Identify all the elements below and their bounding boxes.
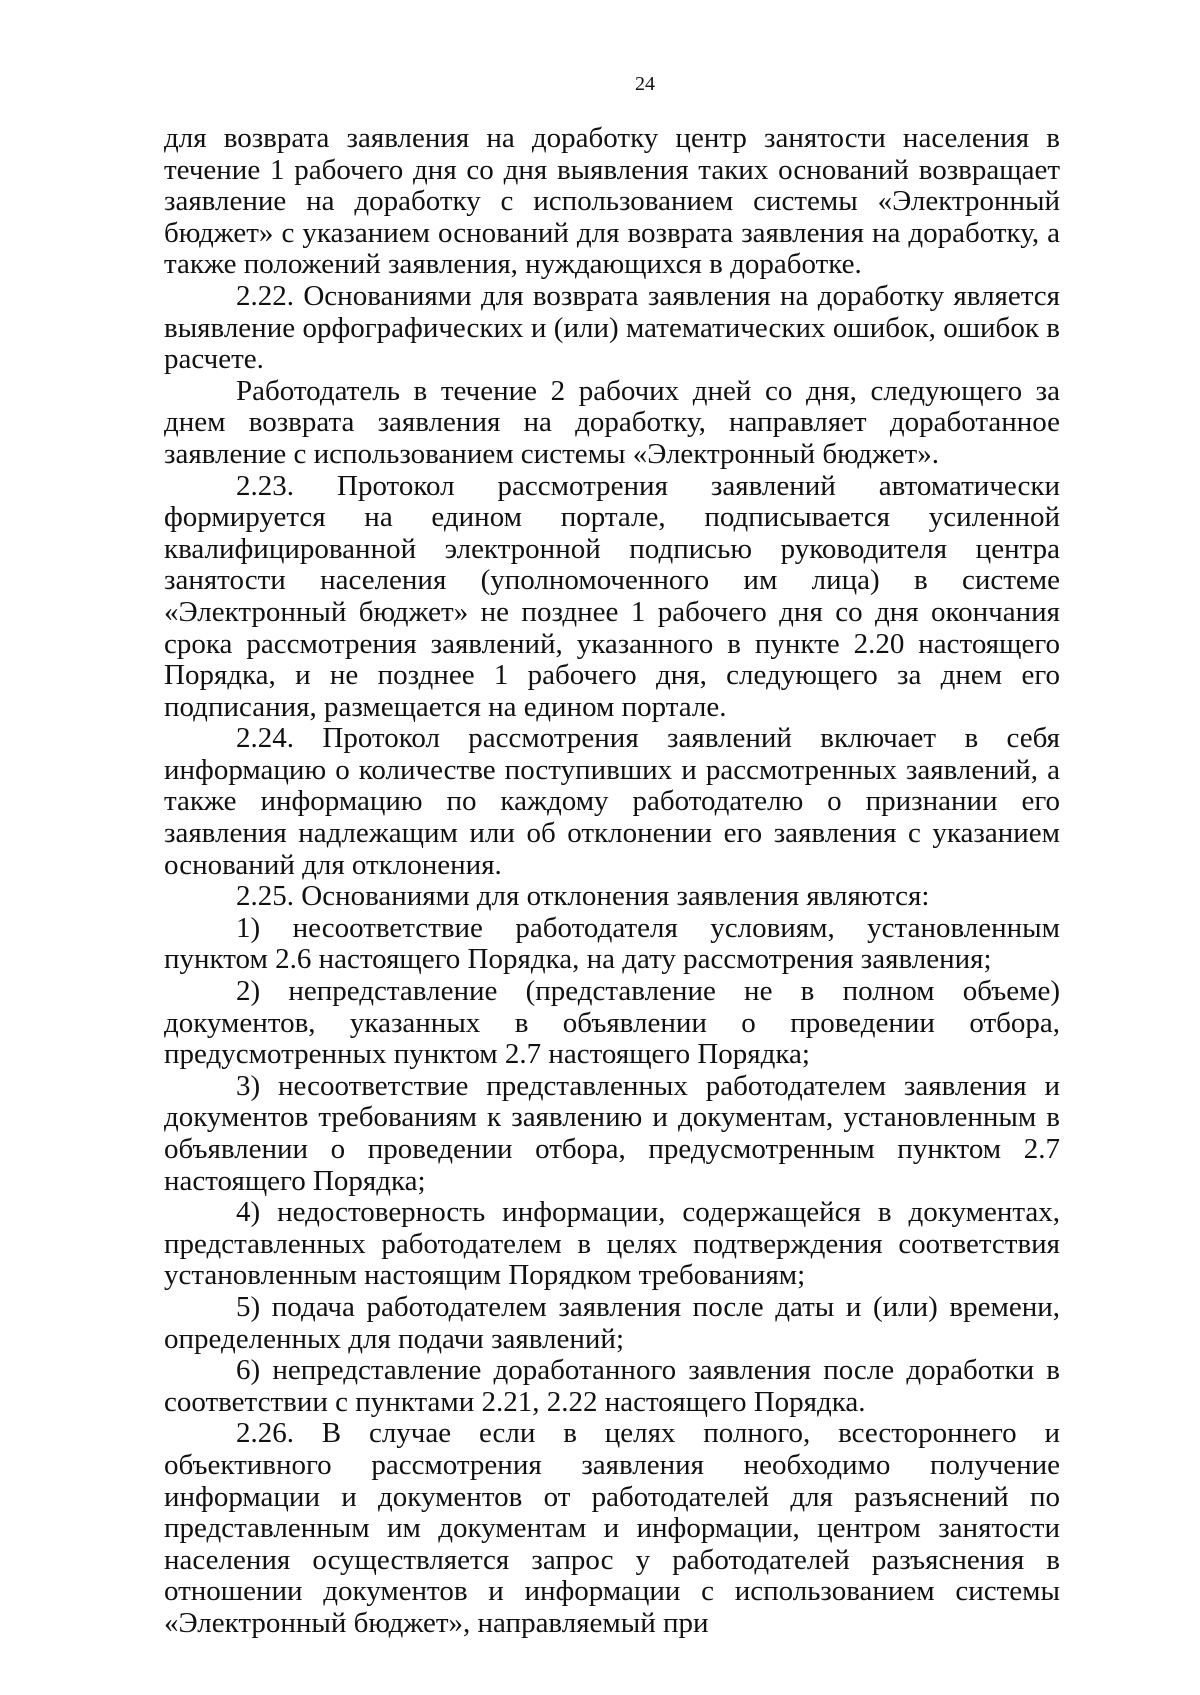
list-item-6: 6) непредставление доработанного заявления после доработки в соответствии с пунктами 2.21, 2.22 настоящего Порядка. [164,1354,1060,1418]
paragraph-employer-resubmission: Работодатель в течение 2 рабочих дней со дня, следующего за днем возврата заявления на доработку, направляет доработанное заявление с использованием системы «Электронный бюджет». [164,374,1060,470]
page-number: 24 [635,73,655,95]
paragraph-2-22: 2.22. Основаниями для возврата заявления на доработку является выявление орфографических и (или) математических ошибок, ошибок в расчете. [164,279,1060,376]
list-item-1: 1) несоответствие работодателя условиям, установленным пунктом 2.6 настоящего Порядка, на дату рассмотрения заявления; [164,911,1060,976]
list-item-3: 3) несоответствие представленных работодателем заявления и документов требованиям к заявлению и документам, установленным в объявлении о проведении отбора, предусмотренным пунктом 2.7 настоящего Порядка; [164,1069,1060,1197]
list-item-5: 5) подача работодателем заявления после даты и (или) времени, определенных для подачи заявлений; [164,1290,1060,1355]
paragraph-continuation: для возврата заявления на доработку центр занятости населения в течение 1 рабочего дня со дня выявления таких оснований возвращает заявление на доработку с использованием системы «Электронный бюджет» с указанием оснований для возврата заявления на доработку, а также положений заявления, нуждающихся в доработке. [164,122,1060,281]
document-body [164,123,1060,1640]
paragraph-2-25: 2.25. Основаниями для отклонения заявления являются: [236,880,930,913]
list-item-2: 2) непредставление (представление не в полном объеме) документов, указанных в объявлении о проведении отбора, предусмотренных пунктом 2.7 настоящего Порядка; [164,975,1060,1071]
paragraph-2-23: 2.23. Протокол рассмотрения заявлений автоматически формируется на едином портале, подписывается усиленной квалифицированной электронной подписью руководителя центра занятости населения (уполномоченного им лица) в системе «Электронный бюджет» не позднее 1 рабочего дня со дня окончания срока рассмотрения заявлений, указанного в пункте 2.20 настоящего Порядка, и не позднее 1 рабочего дня, следующего за днем его подписания, размещается на едином портале. [164,469,1060,723]
paragraph-2-26: 2.26. В случае если в целях полного, всестороннего и объективного рассмотрения заявления необходимо получение информации и документов от работодателей для разъяснений по представленным им документам и информации, центром занятости населения осуществляется запрос у работодателей разъяснения в отношении документов и информации с использованием системы «Электронный бюджет», направляемый при [164,1417,1060,1639]
list-item-4: 4) недостоверность информации, содержащейся в документах, представленных работодателем в целях подтверждения соответствия установленным настоящим Порядком требованиям; [164,1196,1060,1292]
paragraph-2-24: 2.24. Протокол рассмотрения заявлений включает в себя информацию о количестве поступивших и рассмотренных заявлений, а также информацию по каждому работодателю о признании его заявления надлежащим или об отклонении его заявления с указанием оснований для отклонения. [164,722,1060,881]
